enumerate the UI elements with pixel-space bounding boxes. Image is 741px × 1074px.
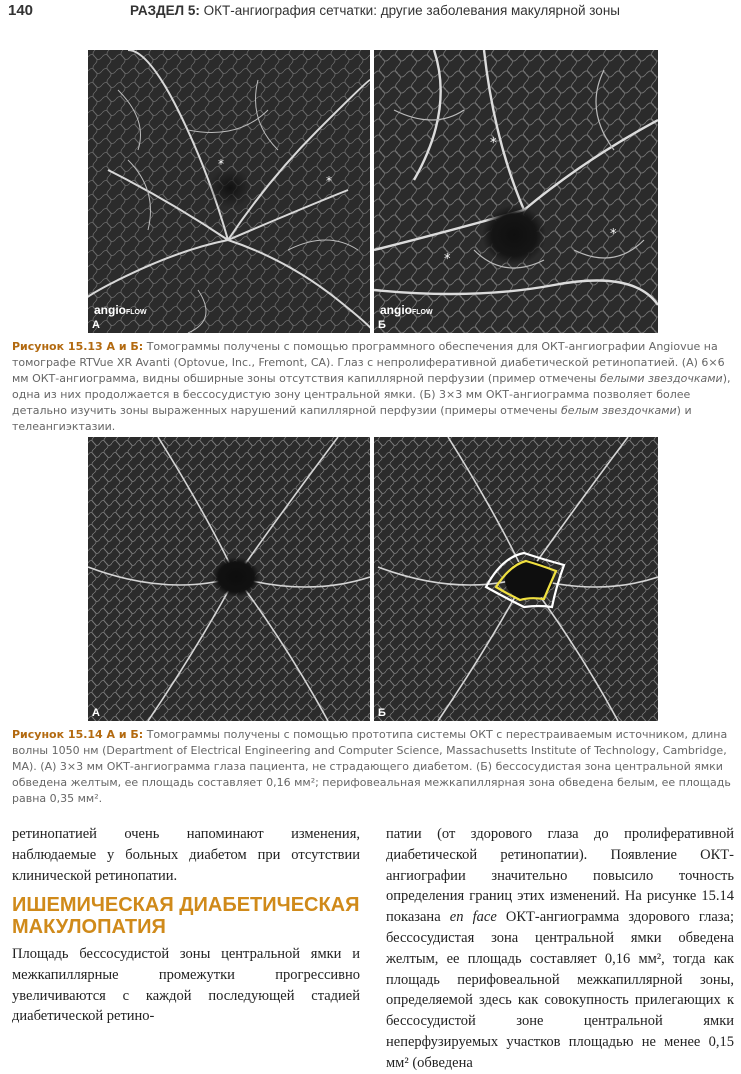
figure-label-a: А xyxy=(92,319,100,331)
page-header xyxy=(0,0,741,22)
angiogram-a-texture xyxy=(88,50,370,333)
svg-text:*: * xyxy=(490,136,497,151)
figure-15-14-a xyxy=(88,437,370,721)
left-column-intro: ретинопатией очень напоминают изменения, наблюдаемые у больных диабетом при отсутствии клинической ретинопатии. xyxy=(12,826,360,884)
svg-text:*: * xyxy=(218,157,224,171)
figure-label-b: Б xyxy=(378,707,386,719)
svg-text:*: * xyxy=(444,252,451,267)
figure-15-13-b xyxy=(374,50,658,333)
page-number: 140 xyxy=(8,2,34,19)
angioflow-logo: angioFLOW xyxy=(94,303,147,317)
right-column: патии (от здорового глаза до пролиферативной диабетической ретинопатии). Появление ОКТ-ангиографии значительно повысило точность определения границ этих изменений. На рисунке 15.14 показана en face ОКТ-ангиограмма здорового глаза; бессосудистая зона центральной ямки обведена желтым, ее площадь составляет 0,16 мм², тогда как площадь перифовеальной межкапиллярной зоны, определяемой здесь как совокупность прилегающих к бессосудистой зоне центральной ямки неперфузируемых участков площадью не менее 0,15 мм² (обведена xyxy=(386,826,734,1071)
angiogram-b-texture xyxy=(374,50,658,333)
figure-15-13-caption: Рисунок 15.13 А и Б: Томограммы получены с помощью программного обеспечения для ОКТ-ангиографии Angiovue на томографе RTVue XR Avanti (Optovue, Inc., Fremont, CA). Глаз с непролиферативной диабетической ретинопатией. (А) 6×6 мм ОКТ-ангиограмма, видны обширные зоны отсутствия капиллярной перфузии (пример отмечены белыми звездочками), одна из них продолжается в бессосудистую зону центральной ямки. (Б) 3×3 мм ОКТ-ангиограмма позволяет более детально изучить зоны выраженных нарушений капиллярной перфузии (примеры отмечены белым звездочками) и телеангиэктазии. xyxy=(12,340,731,433)
section-title: ОКТ-ангиография сетчатки: другие заболевания макулярной зоны xyxy=(203,3,620,18)
figure-15-14-caption: Рисунок 15.14 А и Б: Томограммы получены с помощью прототипа системы ОКТ с перестраиваемым источником, длина волны 1050 нм (Department of Electrical Engineering and Computer Science, Massachusetts Institute of Technology, Cambridge, MA). (А) 3×3 мм ОКТ-ангиограмма глаза пациента, не страдающего диабетом. (Б) бессосудистая зона центральной ямки обведена желтым, ее площадь составляет 0,16 мм²; перифовеальная межкапиллярная зона обведена белым, ее площадь равна 0,35 мм². xyxy=(12,728,731,805)
section-label: РАЗДЕЛ 5: xyxy=(130,3,200,18)
angiogram-14a-texture xyxy=(88,437,370,721)
angiogram-14b-texture xyxy=(374,437,658,721)
svg-text:*: * xyxy=(610,227,617,242)
svg-text:*: * xyxy=(326,174,332,188)
figure-15-13-a xyxy=(88,50,370,333)
figure-label-b: Б xyxy=(378,319,386,331)
running-title xyxy=(130,3,620,18)
figure-15-14-b xyxy=(374,437,658,721)
section-heading: ИШЕМИЧЕСКАЯ ДИАБЕТИЧЕСКАЯ МАКУЛОПАТИЯ xyxy=(12,894,360,938)
figure-label-a: А xyxy=(92,707,100,719)
left-column-paragraph: Площадь бессосудистой зоны центральной ямки и межкапиллярные промежутки прогрессивно увеличиваются с каждой последующей стадией диабетической ретино- xyxy=(12,946,360,1025)
angioflow-logo: angioFLOW xyxy=(380,303,433,317)
